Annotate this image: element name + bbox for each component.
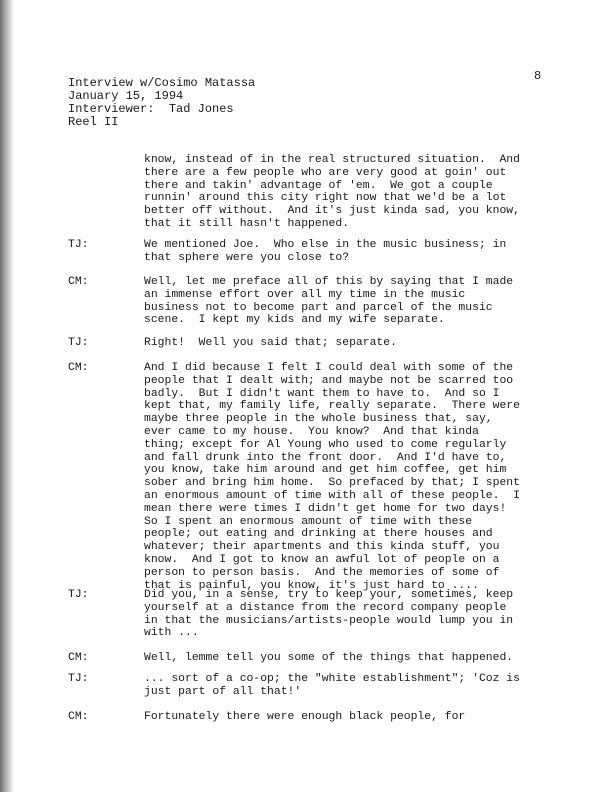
speech-line: whatever; their apartments and this kinda stuff, you	[144, 541, 500, 554]
speech-text	[144, 589, 558, 640]
speech-line: runnin' around this city right now that we'd be a lot	[144, 192, 507, 205]
speech-line: badly. But I didn't want them to have to. And so I	[144, 387, 500, 400]
speech-line: that is painful, you know, it's just hard to ....	[144, 579, 479, 592]
speech-line: maybe three people in the whole business that, say,	[144, 413, 493, 426]
speech-line: scene. I kept my kids and my wife separate.	[144, 314, 445, 327]
speech-text	[144, 276, 558, 327]
speech-line: with ...	[144, 627, 199, 640]
speech-line: Well, let me preface all of this by saying that I made	[144, 276, 514, 288]
speech-line: And I did because I felt I could deal with some of the	[144, 362, 514, 374]
speech-text	[144, 652, 558, 665]
speech-line: there are a few people who are very good at goin' out	[144, 166, 507, 179]
speaker-label: TJ:	[68, 673, 89, 685]
transcript-block	[68, 337, 558, 350]
speech-line: there and takin' advantage of 'em. We got a couple	[144, 179, 493, 192]
speaker-label: TJ:	[68, 589, 89, 601]
header-reel: Reel II	[68, 115, 119, 129]
speech-text	[144, 673, 558, 699]
page-number: 8	[534, 69, 542, 83]
speech-line: know. And I got to know an awful lot of people on a	[144, 553, 500, 566]
transcript-block	[68, 239, 558, 265]
speaker-label: CM:	[68, 652, 89, 664]
speech-line: an enormous amount of time with all of these people. I	[144, 489, 520, 502]
speech-line: yourself at a distance from the record company people	[144, 601, 507, 614]
speech-line: kept that, my family life, really separate. There were	[144, 400, 520, 413]
speech-line: that sphere were you close to?	[144, 251, 350, 264]
speech-line: We mentioned Joe. Who else in the music business; in	[144, 239, 507, 251]
transcript-block	[68, 154, 558, 231]
speech-line: Did you, in a sense, try to keep your, sometimes, keep	[144, 589, 514, 601]
speech-line: and fall drunk into the front door. And I'd have to,	[144, 451, 507, 464]
transcript-block	[68, 276, 558, 327]
speech-line: thing; except for Al Young who used to come regularly	[144, 438, 507, 451]
speaker-label: TJ:	[68, 337, 89, 349]
speech-line: that it still hasn't happened.	[144, 217, 350, 230]
speech-line: an immense effort over all my time in the music	[144, 288, 466, 301]
speaker-label: CM:	[68, 276, 89, 288]
transcript-block	[68, 589, 558, 640]
speech-text	[144, 711, 558, 724]
header-interviewer: Interviewer: Tad Jones	[68, 102, 234, 116]
header-title: Interview w/Cosimo Matassa	[68, 76, 256, 90]
speech-text	[144, 154, 558, 231]
speech-text	[144, 239, 558, 265]
speaker-label: CM:	[68, 711, 89, 723]
transcript-block	[68, 673, 558, 699]
speech-line: business not to become part and parcel of the music	[144, 301, 493, 314]
speech-line: ever came to my house. You know? And that kinda	[144, 425, 479, 438]
speech-line: person to person basis. And the memories of some of	[144, 566, 500, 579]
speech-line: just part of all that!'	[144, 685, 302, 698]
speech-line: people; out eating and drinking at there houses and	[144, 528, 493, 541]
speech-line: in that the musicians/artists-people would lump you in	[144, 614, 514, 627]
speech-text	[144, 337, 558, 350]
transcript-block	[68, 711, 558, 724]
speech-line: mean there were times I didn't get home for two days!	[144, 502, 507, 515]
transcript-block	[68, 362, 558, 592]
transcript-block	[68, 652, 558, 665]
speech-line: Fortunately there were enough black people, for	[144, 711, 466, 723]
speech-line: people that I dealt with; and maybe not be scarred too	[144, 374, 514, 387]
speech-line: So I spent an enormous amount of time with these	[144, 515, 473, 528]
speaker-label: TJ:	[68, 239, 89, 251]
speaker-label: CM:	[68, 362, 89, 374]
speech-line: Well, lemme tell you some of the things that happened.	[144, 652, 514, 664]
speech-line: sober and bring him home. So prefaced by that; I spent	[144, 477, 520, 490]
speech-line: better off without. And it's just kinda sad, you know,	[144, 205, 520, 218]
speech-text	[144, 362, 558, 592]
speech-line: you know, take him around and get him coffee, get him	[144, 464, 507, 477]
speech-line: Right! Well you said that; separate.	[144, 337, 397, 349]
speech-line: know, instead of in the real structured situation. And	[144, 154, 520, 166]
binding-edge-shadow	[0, 0, 14, 792]
speech-line: ... sort of a co-op; the "white establishment"; 'Coz is	[144, 673, 520, 685]
header-date: January 15, 1994	[68, 89, 184, 103]
interview-header	[68, 77, 255, 129]
